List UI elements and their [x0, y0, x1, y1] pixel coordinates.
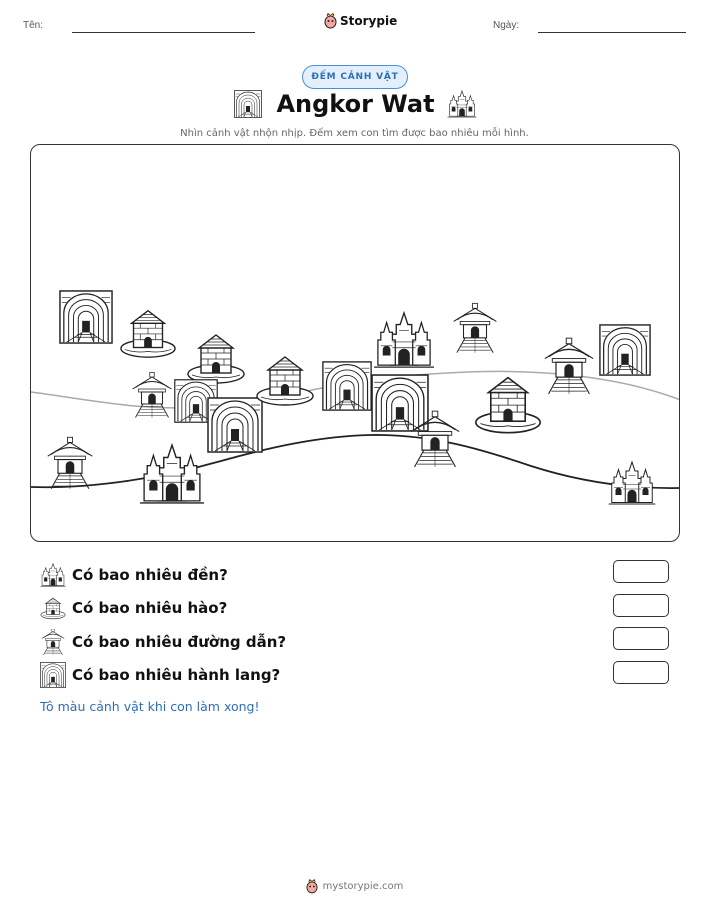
- temple-1: [374, 313, 434, 367]
- name-label: Tên:: [23, 20, 44, 31]
- question-text: Có bao nhiêu hành lang?: [72, 666, 281, 685]
- front-hill-line: [31, 435, 680, 488]
- gallery-4: [323, 362, 371, 410]
- question-text: Có bao nhiêu đường dẫn?: [72, 632, 287, 651]
- footer-url[interactable]: mystorypie.com: [322, 881, 404, 892]
- scene-drawing: [31, 145, 680, 542]
- gallery-icon: [40, 662, 66, 688]
- storypie-footer-icon: [306, 879, 318, 894]
- path-4: [545, 338, 593, 394]
- moat-2: [188, 335, 244, 383]
- answer-box-moats[interactable]: [613, 594, 669, 617]
- question-galleries: [40, 659, 672, 693]
- temple-title-icon: [447, 90, 477, 118]
- counting-scene: [30, 144, 680, 542]
- question-paths: [40, 625, 672, 659]
- category-badge: ĐẾM CẢNH VẬT: [302, 65, 408, 89]
- gallery-5: [372, 375, 428, 431]
- temple-2: [140, 445, 204, 503]
- temple-3: [609, 462, 656, 504]
- brand-name: Storypie: [340, 14, 398, 28]
- gallery-1: [60, 291, 112, 343]
- moat-1: [121, 311, 175, 357]
- storypie-mascot-icon: [324, 13, 337, 29]
- gallery-3: [208, 398, 262, 452]
- storypie-logo: [324, 13, 397, 29]
- answer-box-galleries[interactable]: [613, 661, 669, 684]
- path-1: [133, 373, 172, 418]
- path-5: [48, 437, 93, 488]
- page-title: Angkor Wat: [276, 90, 435, 118]
- question-moats: [40, 592, 672, 626]
- moat-4: [476, 378, 540, 433]
- footer: [0, 879, 709, 894]
- moat-3: [257, 357, 313, 405]
- path-2: [454, 303, 497, 352]
- answer-box-temples[interactable]: [613, 560, 669, 583]
- date-label: Ngày:: [493, 20, 520, 31]
- path-icon: [40, 629, 66, 655]
- temple-icon: [40, 562, 66, 588]
- question-temples: [40, 558, 672, 592]
- name-input-line[interactable]: [72, 32, 255, 33]
- instructions: Nhìn cảnh vật nhộn nhịp. Đếm xem con tìm được bao nhiêu mỗi hình.: [180, 128, 529, 139]
- gallery-6: [600, 325, 650, 375]
- date-input-line[interactable]: [538, 32, 686, 33]
- question-text: Có bao nhiêu đền?: [72, 565, 228, 584]
- coloring-note: Tô màu cảnh vật khi con làm xong!: [40, 699, 260, 714]
- title-row: [0, 90, 709, 118]
- gallery-title-icon: [232, 90, 264, 118]
- answer-box-paths[interactable]: [613, 627, 669, 650]
- question-text: Có bao nhiêu hào?: [72, 599, 228, 618]
- moat-icon: [40, 595, 66, 621]
- question-list: [40, 558, 672, 692]
